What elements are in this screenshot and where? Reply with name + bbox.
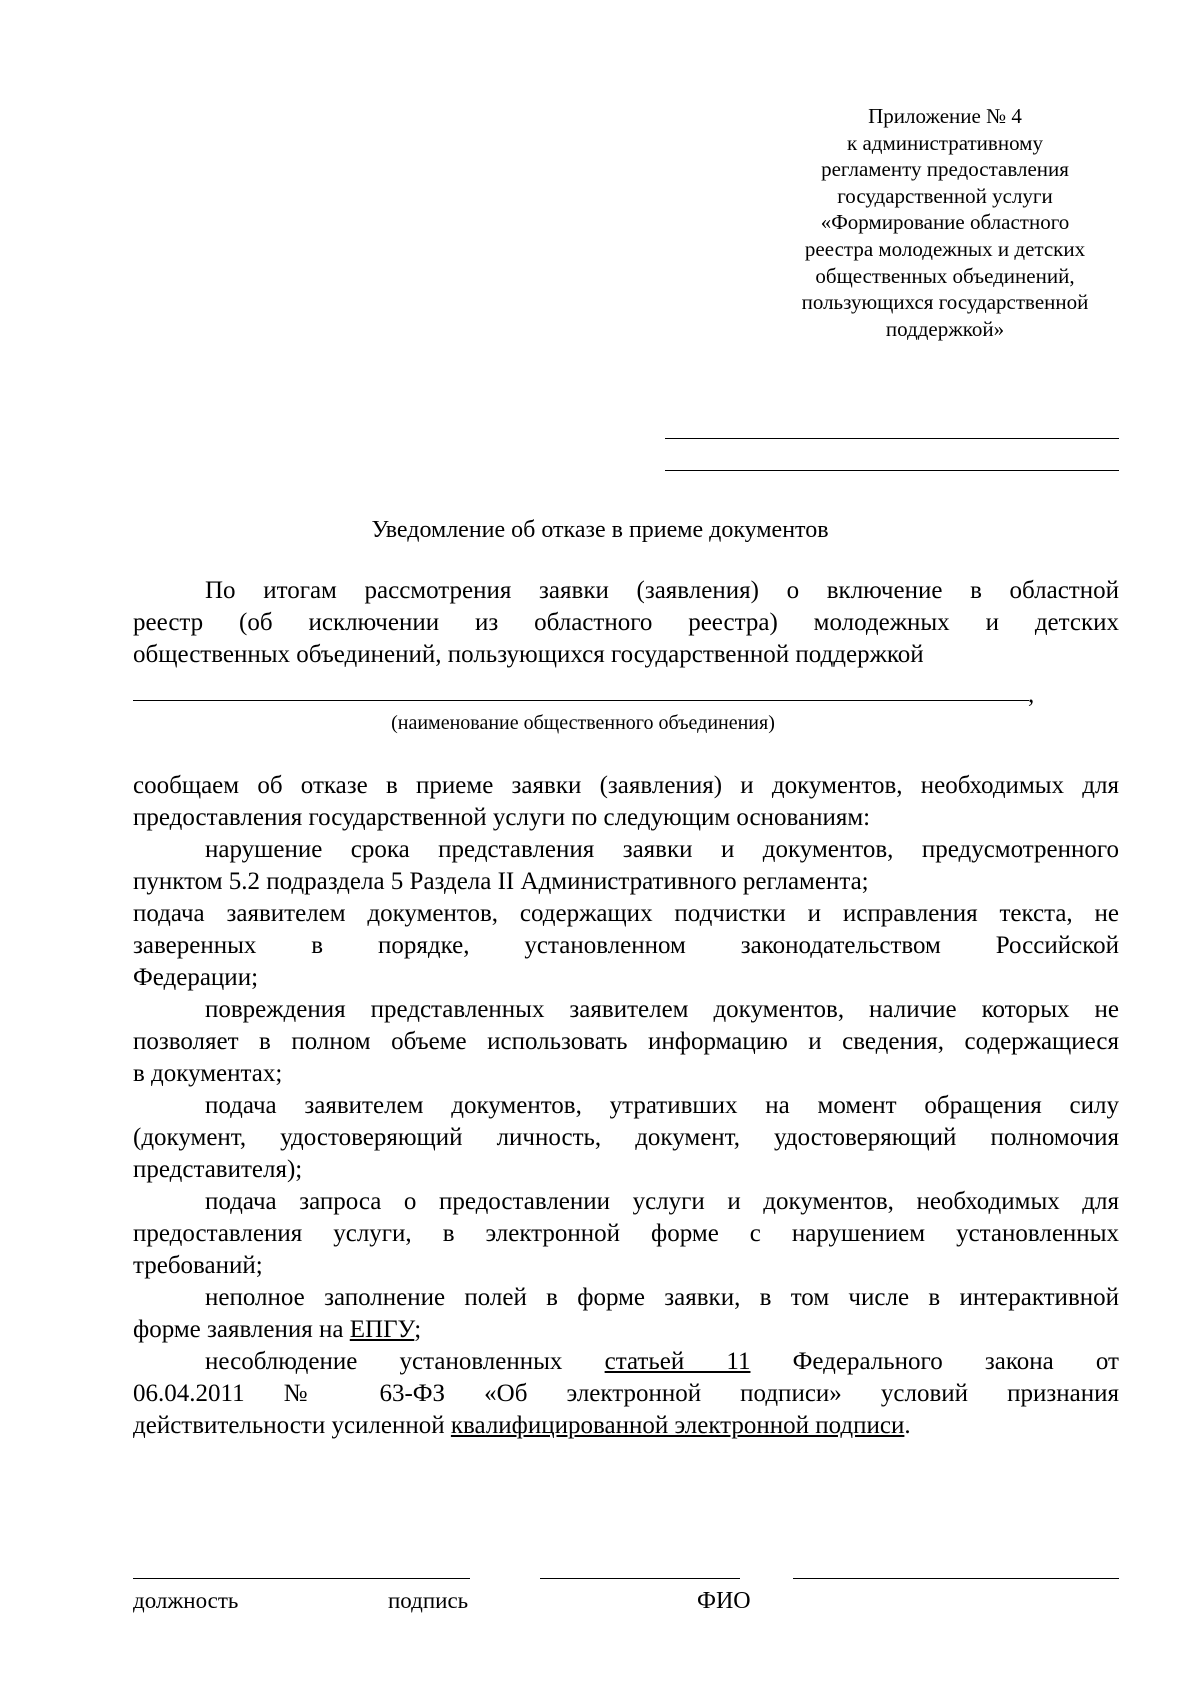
ground-line bbox=[133, 1410, 1119, 1442]
line-text: . bbox=[904, 1412, 911, 1439]
line-text: Федерального закона от bbox=[750, 1348, 1119, 1375]
ground-line: повреждения представленных заявителем документов, наличие которых не bbox=[205, 996, 1119, 1023]
ground-line: в документах; bbox=[133, 1060, 283, 1087]
appendix-line: государственной услуги bbox=[837, 183, 1053, 208]
ground-line: подача заявителем документов, утративших на момент обращения силу bbox=[205, 1092, 1119, 1119]
addressee-blank-line bbox=[665, 438, 1119, 439]
appendix-line: пользующихся государственной bbox=[801, 290, 1089, 315]
intro-line: реестр (об исключении из областного реестра) молодежных и детских bbox=[133, 609, 1119, 636]
appendix-line: общественных объединений, bbox=[815, 263, 1075, 288]
ground-line: нарушение срока представления заявки и документов, предусмотренного bbox=[205, 836, 1119, 863]
intro-line: общественных объединений, пользующихся государственной поддержкой bbox=[133, 641, 924, 668]
appendix-line: поддержкой» bbox=[885, 316, 1005, 341]
intro-line: По итогам рассмотрения заявки (заявления) о включение в областной bbox=[205, 577, 1119, 604]
line-text: несоблюдение установленных bbox=[205, 1348, 605, 1375]
appendix-line: реестра молодежных и детских bbox=[804, 236, 1086, 261]
ground-line: 06.04.2011 № 63-ФЗ «Об электронной подписи» условий признания bbox=[133, 1380, 1119, 1407]
ground-line bbox=[205, 1346, 1119, 1378]
appendix-line: к административному bbox=[847, 130, 1043, 155]
appendix-line: Приложение № 4 bbox=[868, 104, 1022, 128]
appendix-line: регламенту предоставления bbox=[821, 157, 1069, 182]
organization-comma: , bbox=[1028, 681, 1035, 708]
line-text: форме заявления на bbox=[133, 1316, 350, 1343]
ground-line: требований; bbox=[133, 1252, 263, 1279]
document-title: Уведомление об отказе в приеме документов bbox=[371, 517, 829, 543]
sign-label: подпись bbox=[388, 1588, 469, 1613]
qualified-signature-link[interactable]: квалифицированной электронной подписи bbox=[450, 1412, 905, 1439]
ground-line: (документ, удостоверяющий личность, документ, удостоверяющий полномочия bbox=[133, 1124, 1119, 1151]
line-text: действительности усиленной bbox=[133, 1412, 451, 1439]
ground-line: заверенных в порядке, установленном законодательством Российской bbox=[133, 932, 1119, 959]
ground-line: пунктом 5.2 подраздела 5 Раздела II Административного регламента; bbox=[133, 868, 869, 895]
epgu-link[interactable]: ЕПГУ bbox=[349, 1316, 415, 1343]
organization-name-blank bbox=[133, 700, 1029, 701]
organization-name-caption: (наименование общественного объединения) bbox=[391, 712, 775, 734]
ground-line: подача заявителем документов, содержащих подчистки и исправления текста, не bbox=[133, 900, 1119, 927]
body-line: предоставления государственной услуги по следующим основаниям: bbox=[133, 804, 871, 831]
ground-line: Федерации; bbox=[133, 964, 259, 991]
article-11-link[interactable]: статьей 11 bbox=[604, 1348, 751, 1375]
ground-line: представителя); bbox=[133, 1156, 303, 1183]
appendix-header bbox=[750, 103, 1140, 342]
ground-line: предоставления услуги, в электронной форме с нарушением установленных bbox=[133, 1220, 1119, 1247]
ground-line: неполное заполнение полей в форме заявки, в том числе в интерактивной bbox=[205, 1284, 1119, 1311]
appendix-line: «Формирование областного bbox=[820, 210, 1070, 235]
full-name-label: ФИО bbox=[697, 1588, 751, 1614]
sign-signature-line bbox=[540, 1578, 740, 1579]
position-signature-line bbox=[133, 1578, 470, 1579]
line-text: ; bbox=[414, 1316, 422, 1343]
body-line: сообщаем об отказе в приеме заявки (заявления) и документов, необходимых для bbox=[133, 772, 1119, 799]
ground-line: подача запроса о предоставлении услуги и документов, необходимых для bbox=[205, 1188, 1119, 1215]
ground-line: позволяет в полном объеме использовать информацию и сведения, содержащиеся bbox=[133, 1028, 1119, 1055]
position-label: должность bbox=[133, 1588, 239, 1613]
addressee-blank-line bbox=[665, 470, 1119, 471]
name-signature-line bbox=[793, 1578, 1119, 1579]
ground-line bbox=[133, 1314, 1119, 1346]
